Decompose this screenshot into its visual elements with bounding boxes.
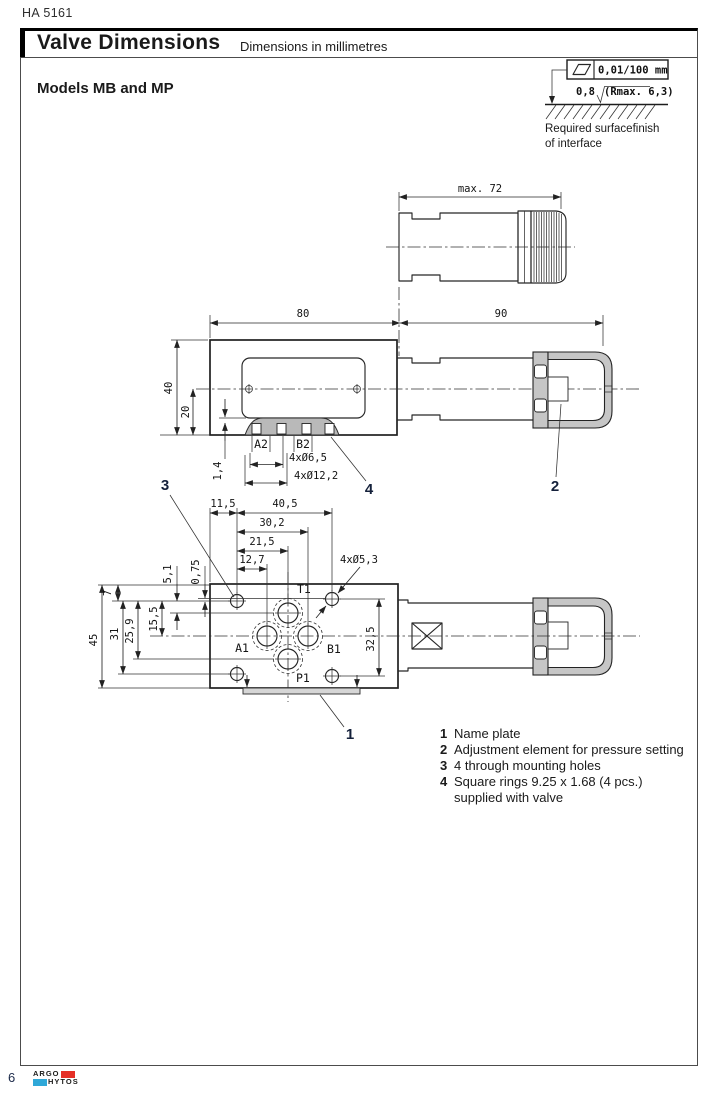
port-t1 [274,599,303,628]
port-a1-label: A1 [235,641,249,655]
dim-7-label: 7 [102,589,114,597]
dim-25-9-label: 25,9 [124,618,136,644]
callout-1: 1 [345,726,355,743]
port-b1-label: B1 [327,642,341,656]
dim-20-label: 20 [180,405,192,419]
port-p1 [274,645,303,674]
port-t1-label: T1 [297,582,311,596]
legend-text: 4 through mounting holes [454,758,601,773]
legend-num: 3 [440,758,448,773]
callout-2: 2 [550,478,560,495]
port-a1 [253,622,282,651]
legend-item-1 [440,726,684,742]
dim-45-label: 45 [88,633,100,647]
document-code: HA 5161 [22,6,73,20]
square-ring [302,424,311,435]
port-p1-label: P1 [296,671,310,685]
square-ring [325,424,334,435]
legend-text: Name plate [454,726,521,741]
dim-15-5-label: 15,5 [148,606,160,632]
brand-logo [33,1070,81,1086]
page-title: Valve Dimensions [37,31,221,54]
dim-max72-label: max. 72 [457,183,503,195]
legend-num: 2 [440,742,448,757]
dim-5-1-label: 5,1 [162,564,174,584]
dim-30-2-label: 30,2 [259,517,285,529]
surface-hatching [546,105,655,119]
dim-21-5-label: 21,5 [249,536,275,548]
port-a2-label: A2 [254,437,268,451]
roughness-value: (Rmax. 6,3) [604,86,674,98]
callout-3: 3 [160,477,170,494]
dim-11-5-label: 11,5 [210,498,236,510]
logo-blue-block-icon [33,1079,47,1086]
dim-counterbore-label: 4xØ12,2 [294,470,339,482]
dim-12-7-label: 12,7 [239,554,265,566]
surface-caption-line2: of interface [545,138,602,150]
port-b1 [294,622,323,651]
flatness-value: 0,01/100 mm [598,64,668,77]
legend-text: Adjustment element for pressure setting [454,742,684,757]
surface-caption-line1: Required surfacefinish [545,123,660,135]
logo-text-argo: ARGO [33,1069,60,1078]
page-number: 6 [8,1070,16,1085]
name-plate-side [242,358,365,418]
dim-40-label: 40 [163,381,175,395]
dim-32-5-label: 32,5 [365,626,377,652]
dim-ring-height-label: 1,4 [212,461,224,481]
units-note: Dimensions in millimetres [240,39,388,54]
section-heading: Models MB and MP [37,80,174,97]
logo-text-hytos: HYTOS [48,1077,79,1086]
dim-0-75-label: 0,75 [190,559,202,585]
dim-mount-holes-label: 4xØ5,3 [340,554,378,566]
dim-90-label: 90 [494,308,508,320]
callouts [161,404,561,743]
adjustment-cap-side [533,352,612,428]
port-b2-label: B2 [296,437,310,451]
legend-item-4-cont: supplied with valve [454,790,564,805]
mounting-holes [228,590,341,685]
legend-num: 1 [440,726,448,741]
callout-4: 4 [364,481,374,498]
adjustment-cap-plan [533,598,612,675]
legend-item-3 [440,758,684,774]
connector-view [386,183,575,356]
plan-view [88,498,640,702]
roughness-prefix: 0,8 [576,86,595,98]
legend [440,726,684,806]
legend-num: 4 [440,774,448,789]
leader-arrow [549,96,555,104]
dim-40-5-label: 40,5 [272,498,298,510]
side-view [160,340,640,486]
square-ring [277,424,286,435]
legend-text: Square rings 9.25 x 1.68 (4 pcs.) [454,774,643,789]
dim-holes-label: 4xØ6,5 [289,452,327,464]
legend-item-4 [440,774,684,790]
legend-item-2 [440,742,684,758]
surface-finish-note [545,60,674,150]
dim-80-label: 80 [296,308,310,320]
name-plate-strip [243,688,360,694]
square-ring [252,424,261,435]
dim-31-label: 31 [109,627,121,641]
